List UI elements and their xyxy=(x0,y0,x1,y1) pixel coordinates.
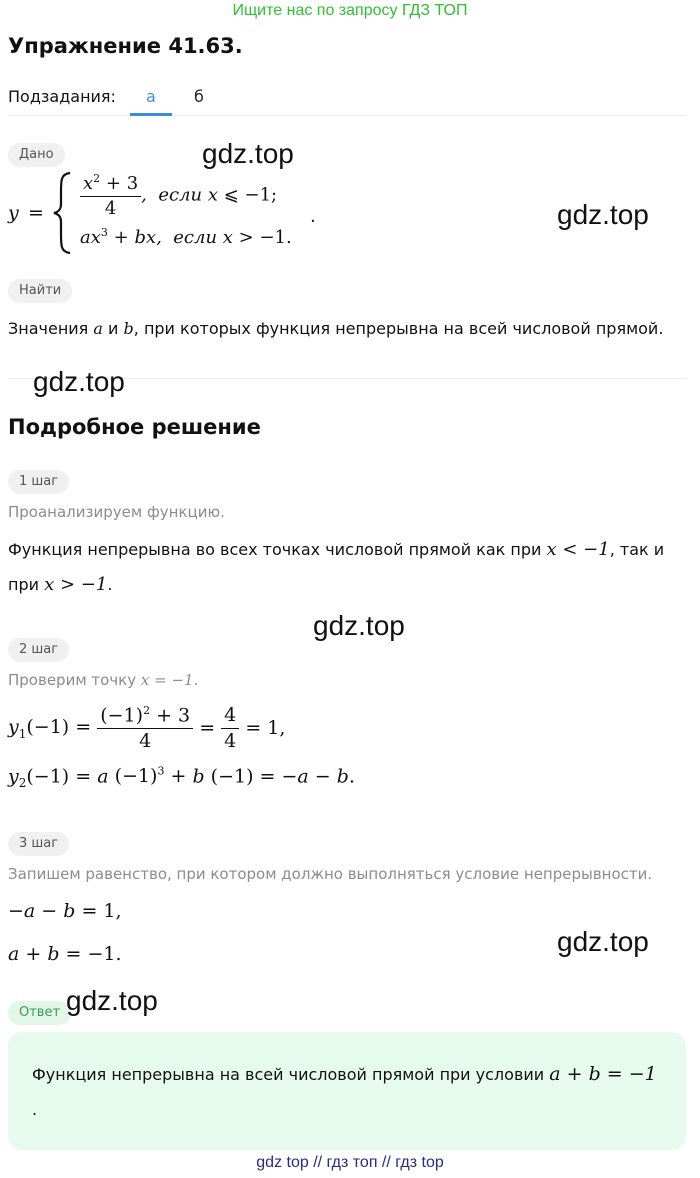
step3-hint: Запишем равенство, при котором должно выполняться условие непрерывности. xyxy=(8,865,653,883)
watermark: gdz.top xyxy=(33,366,125,397)
answer-badge: Ответ xyxy=(8,1001,71,1025)
page-title: Упражнение 41.63. xyxy=(8,34,243,58)
watermark: gdz.top xyxy=(313,610,405,641)
footer-links: gdz top // гдз топ // гдз top xyxy=(256,1154,444,1171)
answer-box xyxy=(8,1032,686,1150)
step1-badge: 1 шаг xyxy=(8,470,69,494)
watermark: gdz.top xyxy=(66,985,158,1016)
tab-a[interactable]: а xyxy=(146,87,156,106)
tab-b[interactable]: б xyxy=(194,87,204,106)
answer-period: . xyxy=(32,1100,38,1119)
given-formula: y = $\frac{x^2 + 3}{4}$ , если x ⩽ −1; $ax^3$ + bx, если x > −1. . xyxy=(8,170,328,256)
step3-eq2: a + b = −1. xyxy=(8,943,122,965)
active-tab-indicator xyxy=(130,113,172,116)
step2-eq1: $y_1(-1)$ = $\frac{(-1)^2 + 3}{4}$ = $\frac{4}{4}$ = 1, xyxy=(8,704,286,753)
watermark: gdz.top xyxy=(557,199,649,230)
find-text: Значения a и b, при которых функция непрерывна на всей числовой прямой. xyxy=(8,319,664,338)
left-brace-icon xyxy=(50,170,78,256)
step3-eq1: −a − b = 1, xyxy=(8,900,122,922)
step2-eq2: $y_2(-1) = a$ $(-1)^3 + b$ (−1) = −a − b. xyxy=(8,765,355,791)
subtasks-label: Подзадания: xyxy=(8,87,116,106)
watermark: gdz.top xyxy=(557,926,649,957)
step1-line2: при x > −1. xyxy=(8,574,113,595)
find-badge: Найти xyxy=(8,279,72,303)
promo-banner: Ищите нас по запросу ГДЗ ТОП xyxy=(232,2,468,19)
answer-text: Функция непрерывна на всей числовой прямой при условии a + b = −1 xyxy=(32,1063,657,1085)
step1-hint: Проанализируем функцию. xyxy=(8,503,225,521)
step1-line1: Функция непрерывна во всех точках числовой прямой как при x < −1, так и xyxy=(8,539,665,560)
solution-heading: Подробное решение xyxy=(8,415,261,439)
step2-badge: 2 шаг xyxy=(8,638,69,662)
step2-hint: Проверим точку x = −1. xyxy=(8,671,199,689)
watermark: gdz.top xyxy=(202,138,294,169)
tabs-divider xyxy=(8,115,686,116)
given-badge: Дано xyxy=(8,143,65,167)
step3-badge: 3 шаг xyxy=(8,832,69,856)
